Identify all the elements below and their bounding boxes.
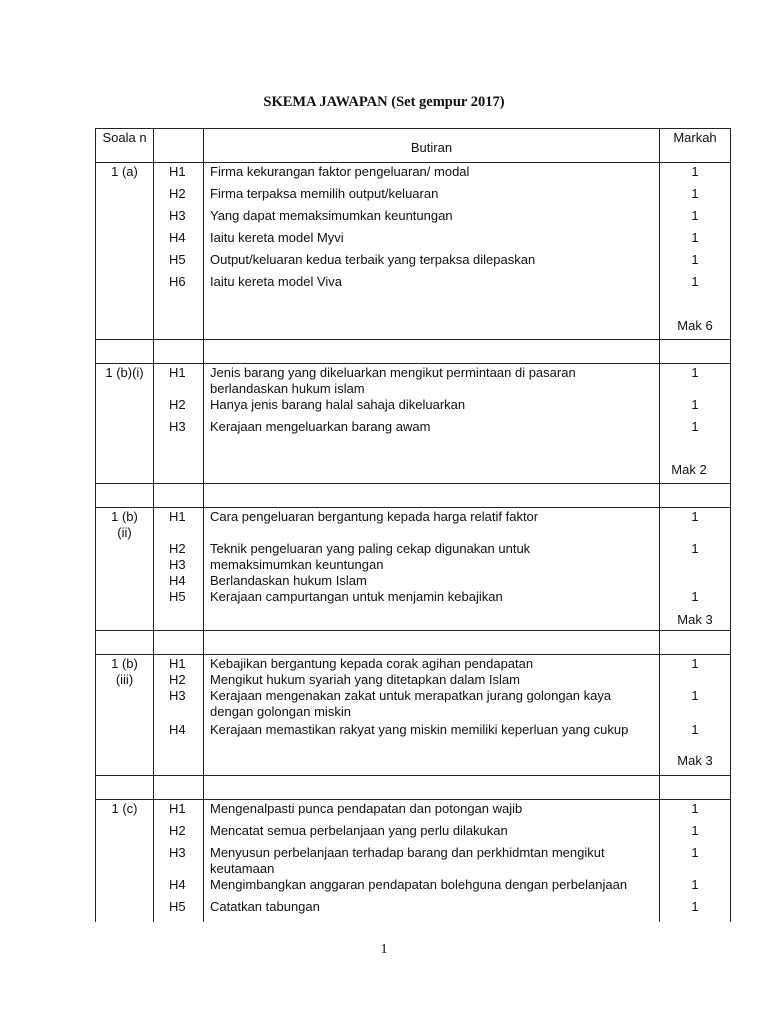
header-markah: Markah (660, 129, 731, 163)
row-mark: 1 (691, 186, 699, 201)
row-mark: 1 (691, 656, 699, 671)
row-code: H3 (169, 419, 186, 434)
description-cell (204, 163, 660, 340)
row-code: H3 (169, 208, 186, 223)
row-description: Jenis barang yang dikeluarkan mengikut permintaan di pasaran berlandaskan hukum islam (210, 365, 576, 396)
marks-cell (660, 364, 731, 484)
description-cell (204, 508, 660, 631)
table-header-row (96, 129, 731, 163)
marks-cell (660, 655, 731, 776)
row-mark: 1 (691, 589, 699, 604)
question-cell: 1 (b)(i) (96, 364, 154, 484)
row-code: H3 (169, 557, 186, 572)
row-mark: 1 (691, 541, 699, 556)
row-code: H2 (169, 823, 186, 838)
row-mark: 1 (691, 419, 699, 434)
header-butiran: Butiran (204, 129, 660, 163)
row-description: memaksimumkan keuntungan (210, 557, 384, 572)
row-description: Yang dapat memaksimumkan keuntungan (210, 208, 453, 223)
description-cell (204, 655, 660, 776)
row-mark: 1 (691, 164, 699, 179)
row-mark: 1 (691, 823, 699, 838)
row-code: H4 (169, 573, 186, 588)
row-description: Firma terpaksa memilih output/keluaran (210, 186, 439, 201)
spacer-row (96, 776, 731, 800)
header-soalan: Soala n (96, 129, 154, 163)
row-description: Kerajaan mengenakan zakat untuk merapatkan jurang golongan kaya dengan golongan miskin (210, 688, 612, 719)
row-code: H3 (169, 845, 186, 860)
row-code: H4 (169, 877, 186, 892)
row-description: Mencatat semua perbelanjaan yang perlu dilakukan (210, 823, 508, 838)
row-mark: 1 (691, 877, 699, 892)
row-description: Mengimbangkan anggaran pendapatan bolehguna dengan perbelanjaan (210, 877, 628, 892)
question-cell: 1 (a) (96, 163, 154, 340)
section-total: Mak 6 (677, 318, 713, 333)
row-mark: 1 (691, 365, 699, 380)
row-description: Output/keluaran kedua terbaik yang terpaksa dilepaskan (210, 252, 536, 267)
row-description: Kerajaan mengeluarkan barang awam (210, 419, 431, 434)
row-description: Mengenalpasti punca pendapatan dan potongan wajib (210, 801, 523, 816)
answer-scheme-table (95, 128, 731, 922)
row-mark: 1 (691, 899, 699, 914)
section-row (96, 364, 731, 484)
row-description: Iaitu kereta model Myvi (210, 230, 344, 245)
row-code: H5 (169, 899, 186, 914)
section-row (96, 508, 731, 631)
row-mark: 1 (691, 252, 699, 267)
description-cell (204, 800, 660, 923)
row-description: Iaitu kereta model Viva (210, 274, 342, 289)
row-description: Cara pengeluaran bergantung kepada harga relatif faktor (210, 509, 539, 524)
spacer-row (96, 631, 731, 655)
page-number: 1 (380, 942, 388, 957)
section-total: Mak 3 (677, 612, 713, 627)
section-total: Mak 2 (671, 462, 707, 477)
row-code: H2 (169, 672, 186, 687)
row-mark: 1 (691, 274, 699, 289)
row-code: H1 (169, 365, 186, 380)
section-row (96, 163, 731, 340)
row-description: Kerajaan campurtangan untuk menjamin kebajikan (210, 589, 503, 604)
row-mark: 1 (691, 230, 699, 245)
description-cell (204, 364, 660, 484)
section-row (96, 800, 731, 923)
row-description: Catatkan tabungan (210, 899, 320, 914)
question-cell: 1 (b)(iii) (96, 655, 154, 776)
section-row (96, 655, 731, 776)
row-description: Kerajaan memastikan rakyat yang miskin memiliki keperluan yang cukup (210, 722, 629, 737)
row-code: H2 (169, 541, 186, 556)
code-cell (154, 655, 204, 776)
row-code: H1 (169, 509, 186, 524)
row-description: Firma kekurangan faktor pengeluaran/ modal (210, 164, 470, 179)
row-code: H1 (169, 164, 186, 179)
row-code: H5 (169, 589, 186, 604)
row-code: H4 (169, 230, 186, 245)
row-code: H6 (169, 274, 186, 289)
row-mark: 1 (691, 208, 699, 223)
section-total: Mak 3 (677, 753, 713, 768)
marks-cell (660, 163, 731, 340)
row-description: Hanya jenis barang halal sahaja dikeluarkan (210, 397, 466, 412)
row-code: H1 (169, 656, 186, 671)
marks-cell (660, 800, 731, 923)
row-mark: 1 (691, 722, 699, 737)
code-cell (154, 364, 204, 484)
row-code: H2 (169, 186, 186, 201)
row-mark: 1 (691, 688, 699, 703)
code-cell (154, 163, 204, 340)
code-cell (154, 800, 204, 923)
row-code: H3 (169, 688, 186, 703)
row-description: Teknik pengeluaran yang paling cekap digunakan untuk (210, 541, 531, 556)
row-description: Mengikut hukum syariah yang ditetapkan dalam Islam (210, 672, 520, 687)
row-mark: 1 (691, 509, 699, 524)
header-code (154, 129, 204, 163)
row-description: Kebajikan bergantung kepada corak agihan pendapatan (210, 656, 534, 671)
page-title: SKEMA JAWAPAN (Set gempur 2017) (263, 94, 505, 110)
question-cell: 1 (b)(ii) (96, 508, 154, 631)
row-code: H2 (169, 397, 186, 412)
row-description: Menyusun perbelanjaan terhadap barang dan perkhidmtan mengikut keutamaan (210, 845, 605, 876)
row-description: Berlandaskan hukum Islam (210, 573, 367, 588)
row-code: H5 (169, 252, 186, 267)
question-cell: 1 (c) (96, 800, 154, 923)
row-code: H4 (169, 722, 186, 737)
spacer-row (96, 484, 731, 508)
spacer-row (96, 340, 731, 364)
row-code: H1 (169, 801, 186, 816)
row-mark: 1 (691, 397, 699, 412)
row-mark: 1 (691, 845, 699, 860)
row-mark: 1 (691, 801, 699, 816)
marks-cell (660, 508, 731, 631)
code-cell (154, 508, 204, 631)
